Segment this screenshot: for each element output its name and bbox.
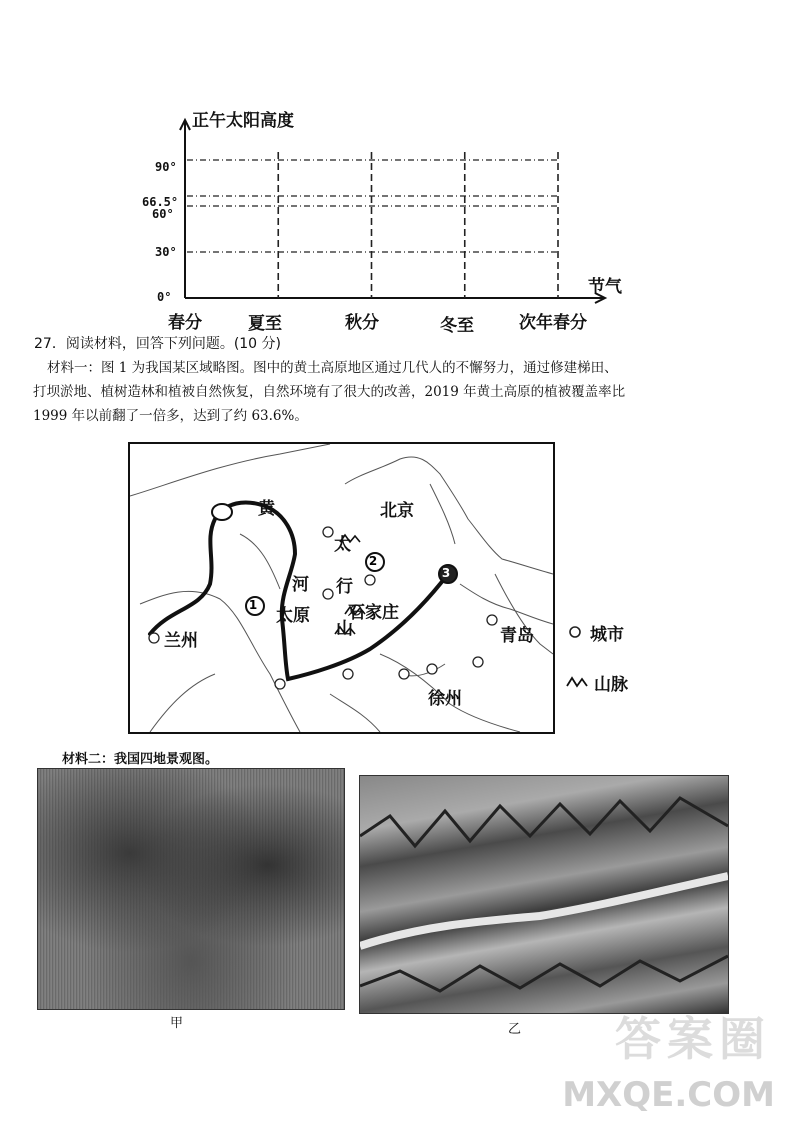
map-label-tai: 太 [334, 535, 351, 555]
map-label-shan: 山 [336, 619, 353, 639]
photo-jia-label: 甲 [170, 1016, 184, 1031]
xtick-chunfen: 春分 [168, 313, 202, 333]
xtick-dongzhi: 冬至 [440, 316, 474, 336]
xtick-qiufen: 秋分 [345, 313, 379, 333]
marker-digit-1: 1 [248, 598, 258, 612]
material-one-text [33, 356, 773, 428]
map-label-he: 河 [292, 575, 309, 595]
ytick-0: 0° [157, 290, 172, 304]
legend-mountain-label: 山脉 [594, 675, 628, 695]
ytick-66-5: 66.5° [142, 195, 179, 209]
marker-digit-3: 3 [441, 566, 451, 580]
ytick-60: 60° [152, 207, 174, 221]
ytick-30: 30° [155, 245, 177, 259]
xtick-cinian-chunfen: 次年春分 [519, 313, 587, 333]
xtick-xiazhi: 夏至 [248, 314, 282, 334]
map-label-beijing: 北京 [380, 501, 414, 521]
map-label-taiyuan: 太原 [276, 606, 310, 626]
watermark-logo-text: 答案圈 [615, 1012, 771, 1066]
watermark-url: MXQE.COM [562, 1075, 775, 1115]
map-label-xuzhou: 徐州 [428, 689, 462, 709]
legend-mountain-icon [566, 674, 590, 688]
ytick-90: 90° [155, 160, 177, 174]
material-two-text: 材料二：我国四地景观图。 [62, 752, 219, 767]
material-one-line-2: 打坝淤地、植树造林和植被自然恢复，自然环境有了很大的改善，2019 年黄土高原的植被覆盖率比 [33, 384, 626, 400]
photo-yi-ridges [360, 776, 728, 1013]
material-one-line-1: 材料一：图 1 为我国某区域略图。图中的黄土高原地区通过几代人的不懈努力，通过修建梯田、 [47, 360, 618, 376]
marker-digit-2: 2 [368, 554, 378, 568]
map-label-hang: 行 [336, 577, 353, 597]
map-label-qingdao: 青岛 [500, 626, 534, 646]
legend-city-icon [567, 624, 583, 640]
photo-yi [359, 775, 729, 1014]
map-label-huang: 黄 [258, 499, 275, 519]
photo-yi-label: 乙 [508, 1022, 522, 1037]
question-header: 27．阅读材料，回答下列问题。(10 分) [34, 336, 282, 352]
map-label-shijiazhuang: 石家庄 [348, 603, 399, 623]
map-label-lanzhou: 兰州 [164, 631, 198, 651]
material-one-line-3: 1999 年以前翻了一倍多，达到了约 63.6%。 [33, 408, 308, 424]
legend-city-label: 城市 [590, 625, 624, 645]
x-axis-title: 节气 [588, 277, 622, 297]
chart-y-axis-title: 正午太阳高度 [192, 111, 294, 131]
sun-altitude-chart [140, 110, 620, 310]
photo-jia [37, 768, 345, 1010]
map-marker-digits [128, 442, 551, 730]
